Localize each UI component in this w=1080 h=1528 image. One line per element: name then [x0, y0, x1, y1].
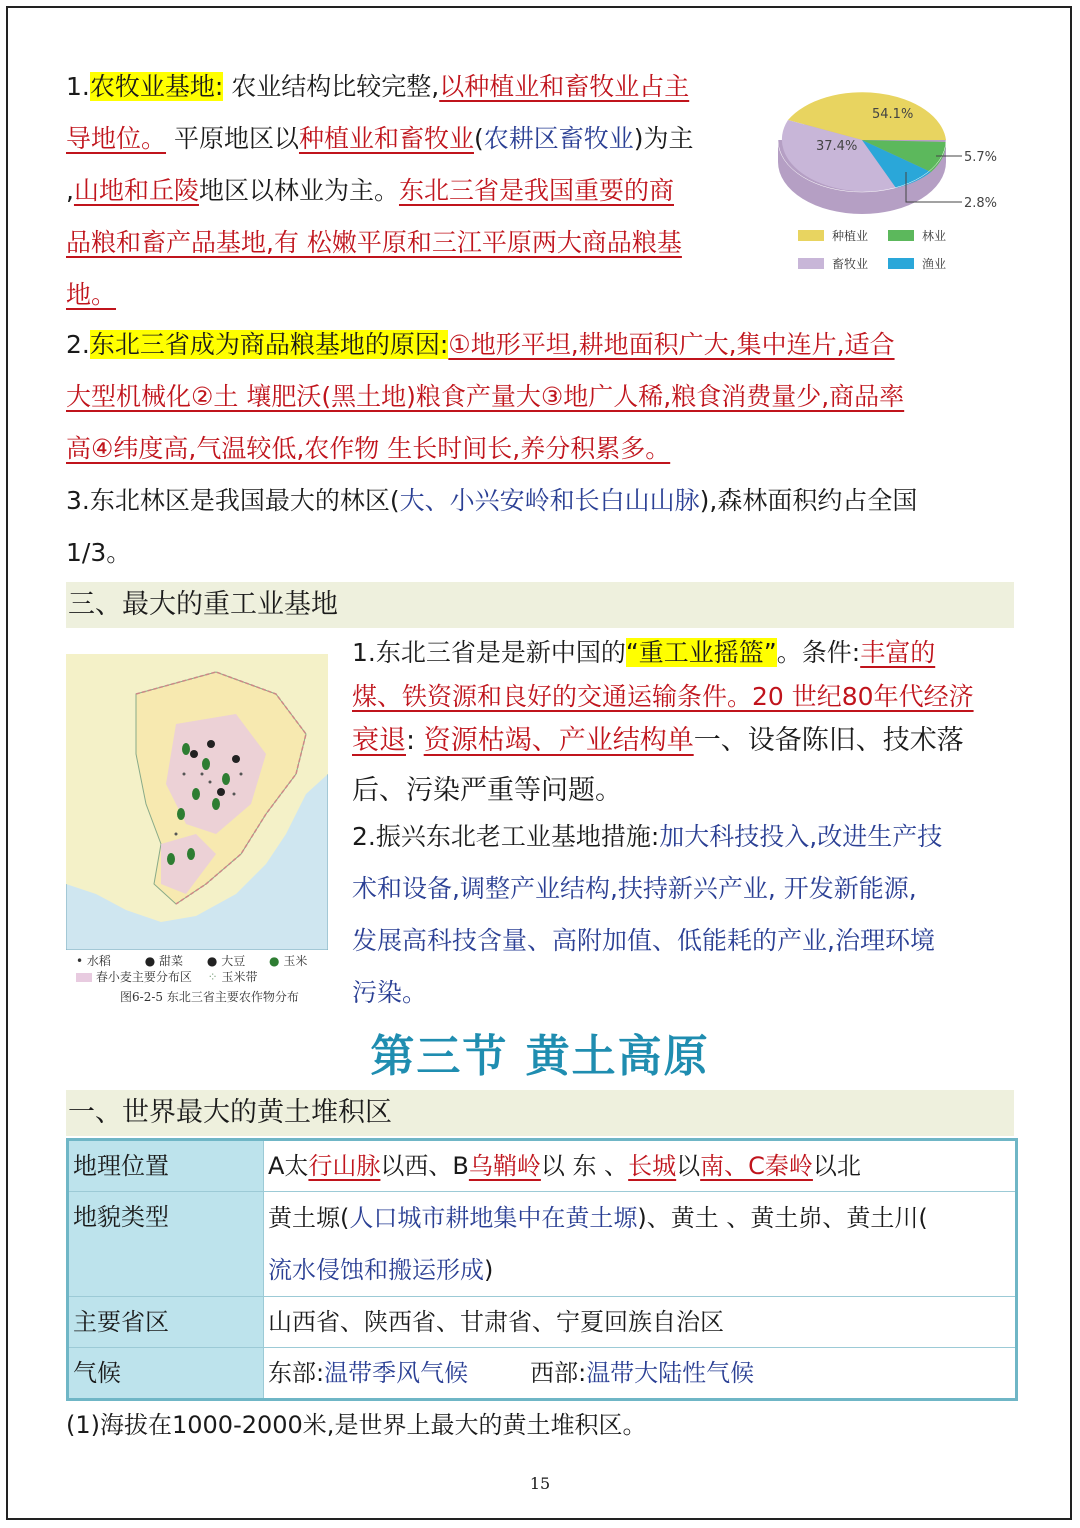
legend-swatch-planting [798, 230, 824, 241]
legend-animal: 畜牧业 [832, 257, 869, 271]
row-key-provinces: 主要省区 [68, 1297, 264, 1348]
legend-swatch-forest [888, 230, 914, 241]
pie-label-54: 54.1% [872, 107, 914, 122]
section-heavy-industry: 三、最大的重工业基地 [66, 582, 1014, 628]
map-legend-row1: • 水稻 ● 甜菜 ● 大豆 ● 玉米 [76, 954, 308, 968]
p4-line3: 衰退: 资源枯竭、产业结构单一、设备陈旧、技术落 [352, 725, 964, 756]
row-key-climate: 气候 [68, 1348, 264, 1400]
pie-label-2: 2.8% [964, 196, 998, 211]
p1-line4: 品粮和畜产品基地,有 松嫩平原和三江平原两大商品粮基 [66, 228, 682, 257]
table-row [68, 1297, 1017, 1348]
p1-line3: ,山地和丘陵地区以林业为主。东北三省是我国重要的商 [66, 176, 674, 205]
legend-fishery: 渔业 [922, 257, 947, 271]
row-value-landform: 黄土塬(人口城市耕地集中在黄土塬)、黄土 、黄土峁、黄土川( 流水侵蚀和搬运形成) [264, 1192, 1017, 1297]
p4-line4: 后、污染严重等问题。 [352, 775, 622, 806]
p1-line5: 地。 [66, 280, 117, 309]
page-number: 15 [529, 1474, 551, 1493]
p2-line2: 大型机械化②土 壤肥沃(黑土地)粮食产量大③地广人稀,粮食消费量少,商品率 [66, 382, 905, 411]
p2-line3: 高④纬度高,气温较低,农作物 生长时间长,养分积累多。 [66, 434, 671, 463]
table-row [68, 1348, 1017, 1400]
row-value-location: A太行山脉以西、B乌鞘岭以 东 、长城以南、C秦岭以北 [264, 1140, 1017, 1192]
p5-line2: 术和设备,调整产业结构,扶持新兴产业, 开发新能源, [352, 874, 917, 903]
p3-line2: 1/3。 [66, 538, 132, 567]
p3-line1: 3.东北林区是我国最大的林区(大、小兴安岭和长白山山脉),森林面积约占全国 [66, 486, 918, 515]
p4-line1: 1.东北三省是是新中国的“重工业摇篮”。条件:丰富的 [352, 638, 936, 667]
p1-line2: 导地位。 平原地区以种植业和畜牧业(农耕区畜牧业)为主 [66, 124, 694, 153]
map-legend-row2: 春小麦主要分布区 ⁘ 玉米带 [76, 968, 258, 985]
p4-line2: 煤、铁资源和良好的交通运输条件。20 世纪80年代经济 [352, 682, 974, 711]
row-key-location: 地理位置 [68, 1140, 264, 1192]
section-loess-area: 一、世界最大的黄土堆积区 [66, 1090, 1014, 1136]
p5-line4: 污染。 [352, 978, 428, 1007]
table-row [68, 1192, 1017, 1297]
note-altitude: (1)海拔在1000-2000米,是世界上最大的黄土堆积区。 [66, 1411, 647, 1439]
chapter-title: 第三节 黄土高原 [370, 1031, 710, 1082]
p5-line3: 发展高科技含量、高附加值、低能耗的产业,治理环境 [352, 926, 935, 955]
crop-map [66, 654, 328, 1004]
map-caption: 图6-2-5 东北三省主要农作物分布 [120, 990, 299, 1004]
row-value-provinces: 山西省、陕西省、甘肃省、宁夏回族自治区 [264, 1297, 1017, 1348]
legend-swatch-animal [798, 258, 824, 269]
map-figure [66, 654, 328, 950]
row-value-climate: 东部:温带季风气候 西部:温带大陆性气候 [264, 1348, 1017, 1400]
legend-swatch-fishery [888, 258, 914, 269]
legend-forest: 林业 [922, 229, 947, 243]
table-row [68, 1140, 1017, 1192]
row-key-landform: 地貌类型 [68, 1192, 264, 1297]
pie-3d [778, 92, 946, 214]
p1-line1: 1.农牧业基地: 农业结构比较完整,以种植业和畜牧业占主 [66, 72, 690, 101]
legend-planting: 种植业 [832, 229, 869, 243]
p2-line1: 2.东北三省成为商品粮基地的原因:①地形平坦,耕地面积广大,集中连片,适合 [66, 330, 895, 359]
agriculture-pie-chart [776, 80, 1036, 280]
p5-line1: 2.振兴东北老工业基地措施:加大科技投入,改进生产技 [352, 822, 943, 851]
pie-label-37: 37.4% [816, 139, 858, 154]
pie-label-5: 5.7% [964, 150, 998, 165]
loess-plateau-table [66, 1138, 1018, 1401]
